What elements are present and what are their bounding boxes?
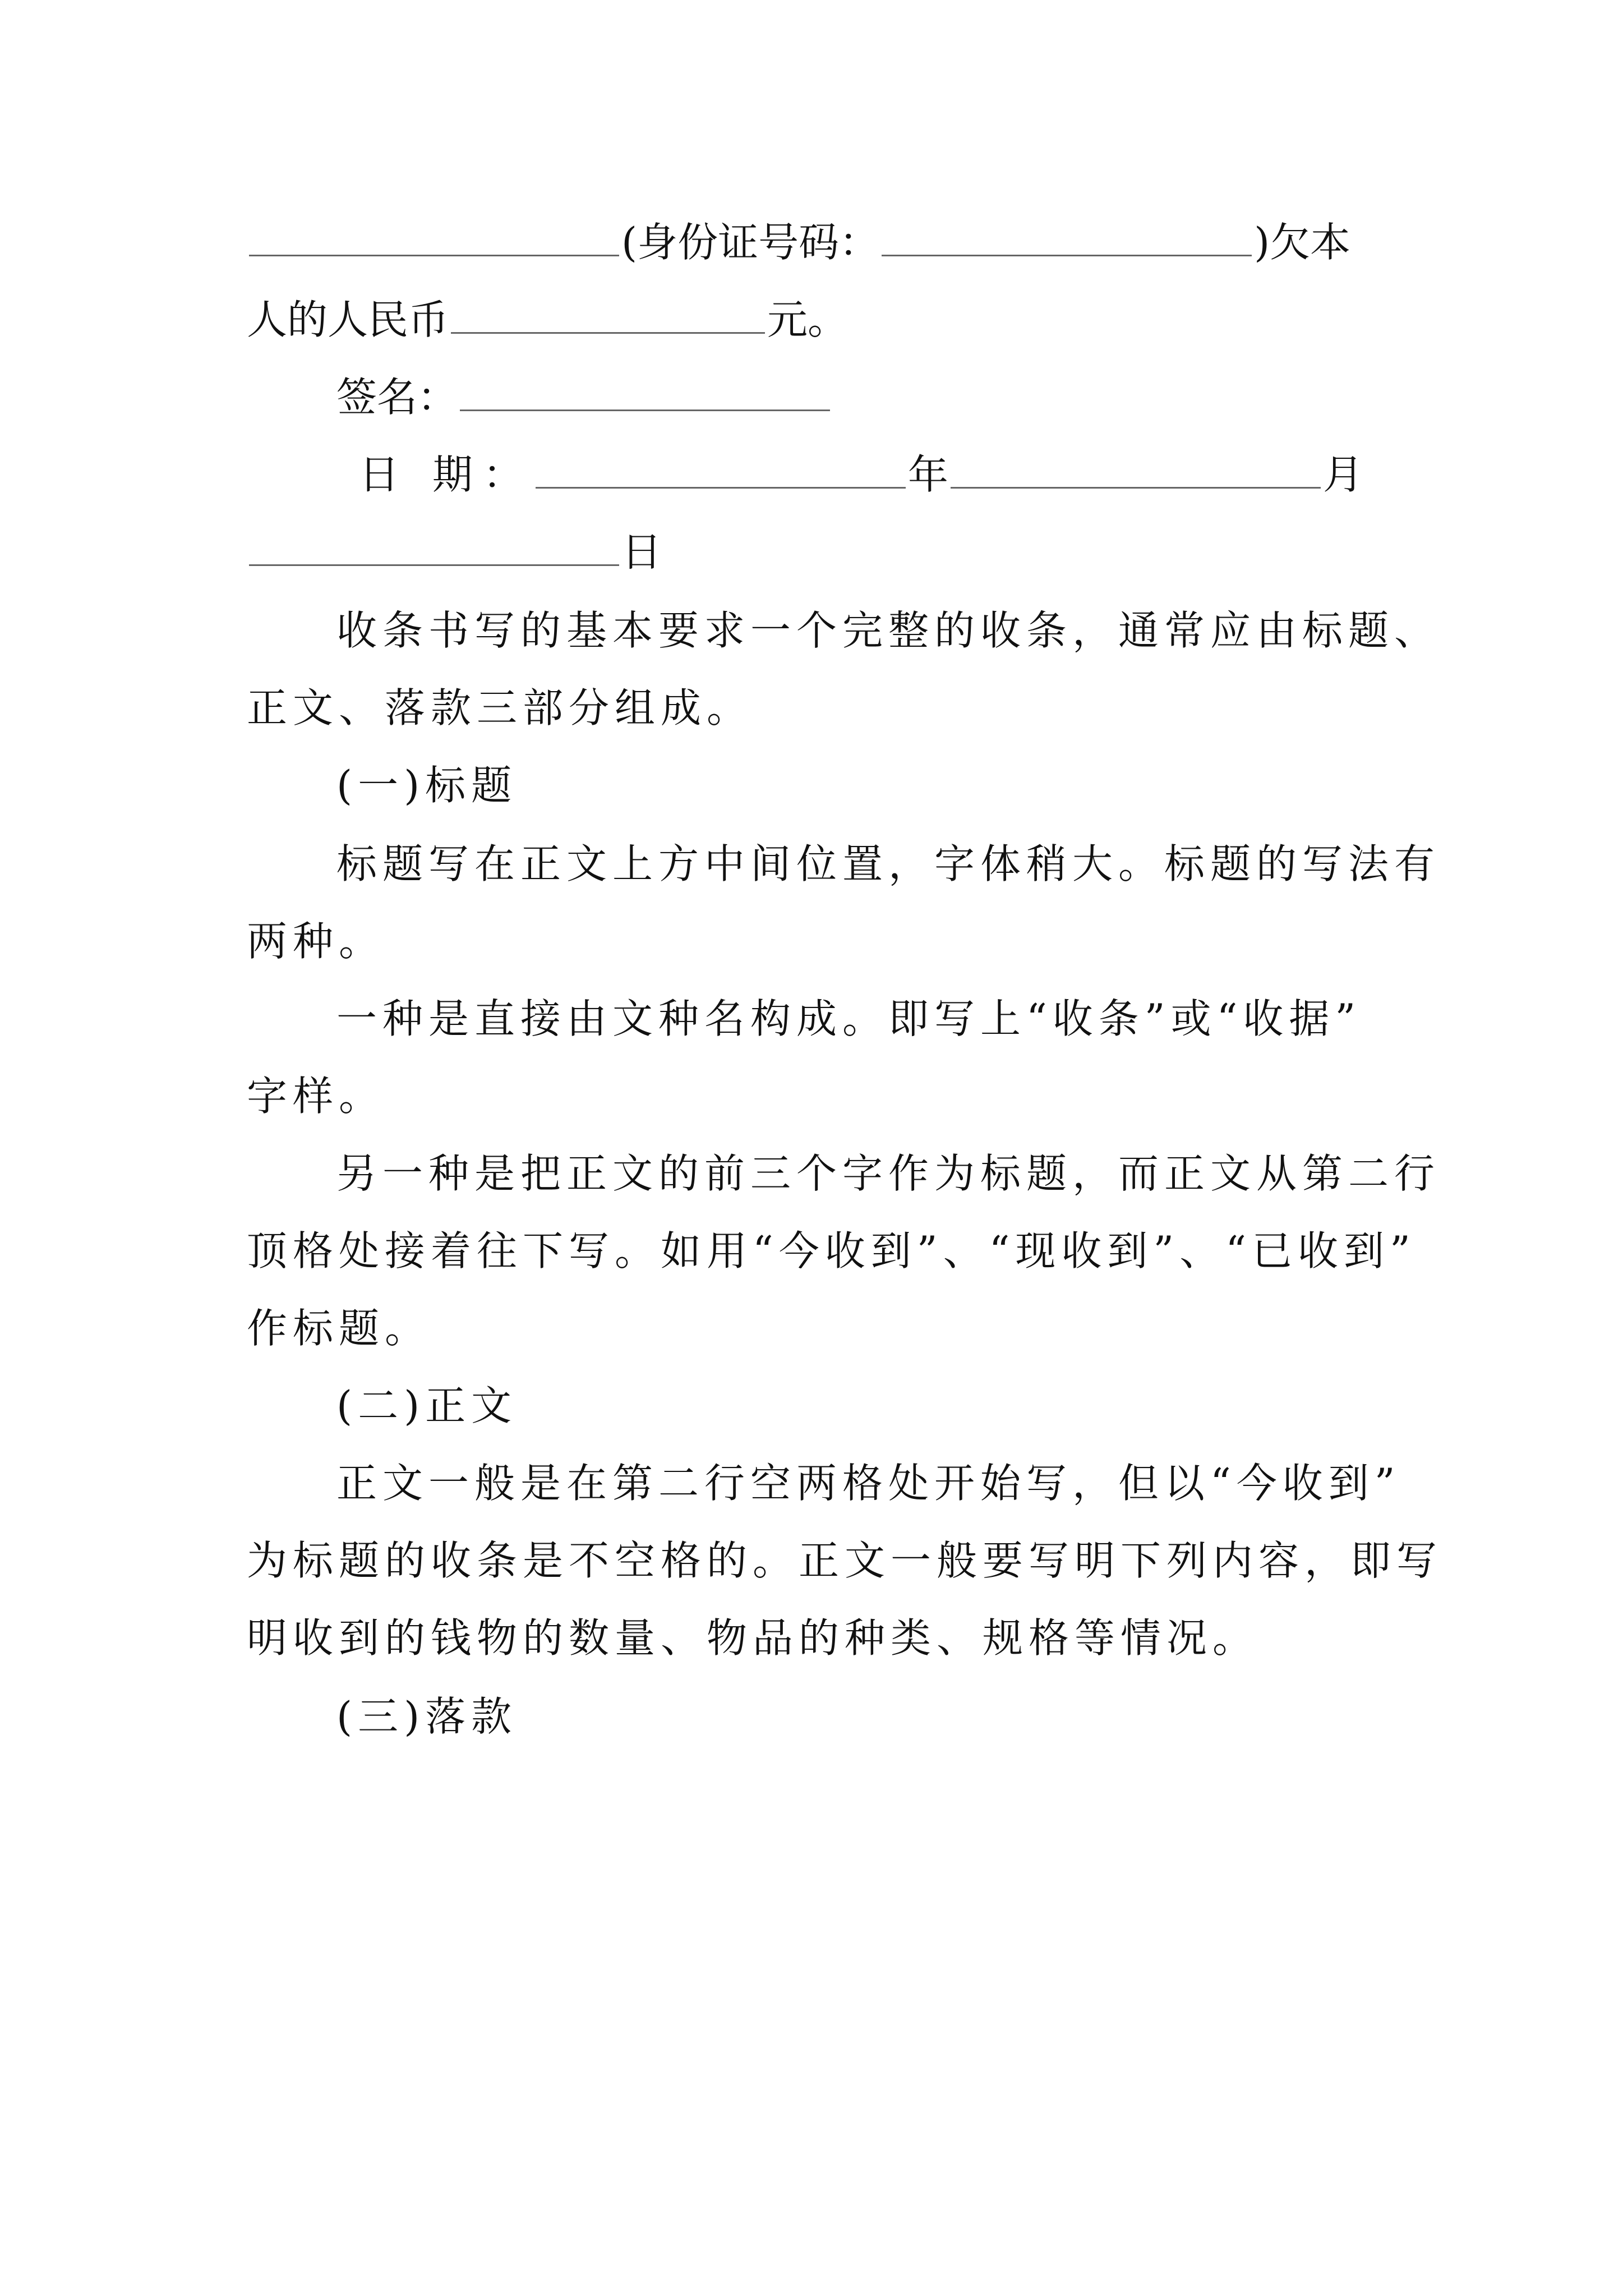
month-blank[interactable]: [951, 448, 1321, 489]
signature-blank[interactable]: [460, 370, 830, 411]
paragraph-5-line-1: 正文一般是在第二行空两格处开始写，但以“今收到”: [336, 1460, 1401, 1507]
signature-line: [336, 358, 1391, 436]
iou-line-1: [247, 203, 1391, 282]
day-label: 日: [621, 528, 662, 576]
paragraph-5-line-3: 明收到的钱物的数量、物品的种类、规格等情况。: [247, 1614, 1259, 1662]
paragraph-2-line-2: 两种。: [247, 918, 385, 965]
section-heading-title: (一)标题: [336, 762, 518, 809]
paragraph-4-line-3: 作标题。: [247, 1305, 431, 1352]
rmb-prefix: 人的人民币: [247, 296, 449, 343]
paragraph-4-line-2: 顶格处接着往下写。如用“今收到”、“现收到”、“已收到”: [247, 1227, 1416, 1274]
paragraph-1-line-2: 正文、落款三部分组成。: [247, 684, 753, 731]
paragraph-2-line-1: 标题写在正文上方中间位置，字体稍大。标题的写法有: [336, 840, 1441, 887]
sign-label: 签名：: [336, 374, 458, 421]
section-heading-body: (二)正文: [336, 1382, 518, 1429]
id-label: (身份证号码：: [621, 219, 880, 266]
yuan-label: 元。: [767, 296, 849, 343]
month-label: 月: [1322, 451, 1363, 498]
day-line: [247, 513, 1391, 591]
owes-suffix: )欠本: [1254, 219, 1351, 266]
date-label: 日 期：: [359, 451, 533, 498]
iou-line-2: [247, 280, 1391, 359]
name-blank[interactable]: [249, 215, 619, 256]
day-blank[interactable]: [249, 525, 619, 566]
amount-blank[interactable]: [451, 293, 765, 334]
year-label: 年: [907, 451, 948, 498]
paragraph-3-line-1: 一种是直接由文种名构成。即写上“收条”或“收据”: [336, 995, 1362, 1042]
year-blank[interactable]: [536, 448, 906, 489]
section-heading-signature: (三)落款: [336, 1693, 518, 1740]
paragraph-5-line-2: 为标题的收条是不空格的。正文一般要写明下列内容，即写: [247, 1537, 1443, 1584]
paragraph-4-line-1: 另一种是把正文的前三个字作为标题，而正文从第二行: [336, 1150, 1441, 1197]
paragraph-3-line-2: 字样。: [247, 1073, 385, 1120]
date-line: [359, 435, 1391, 514]
paragraph-1-line-1: 收条书写的基本要求一个完整的收条，通常应由标题、: [336, 607, 1441, 654]
id-number-blank[interactable]: [882, 215, 1252, 256]
